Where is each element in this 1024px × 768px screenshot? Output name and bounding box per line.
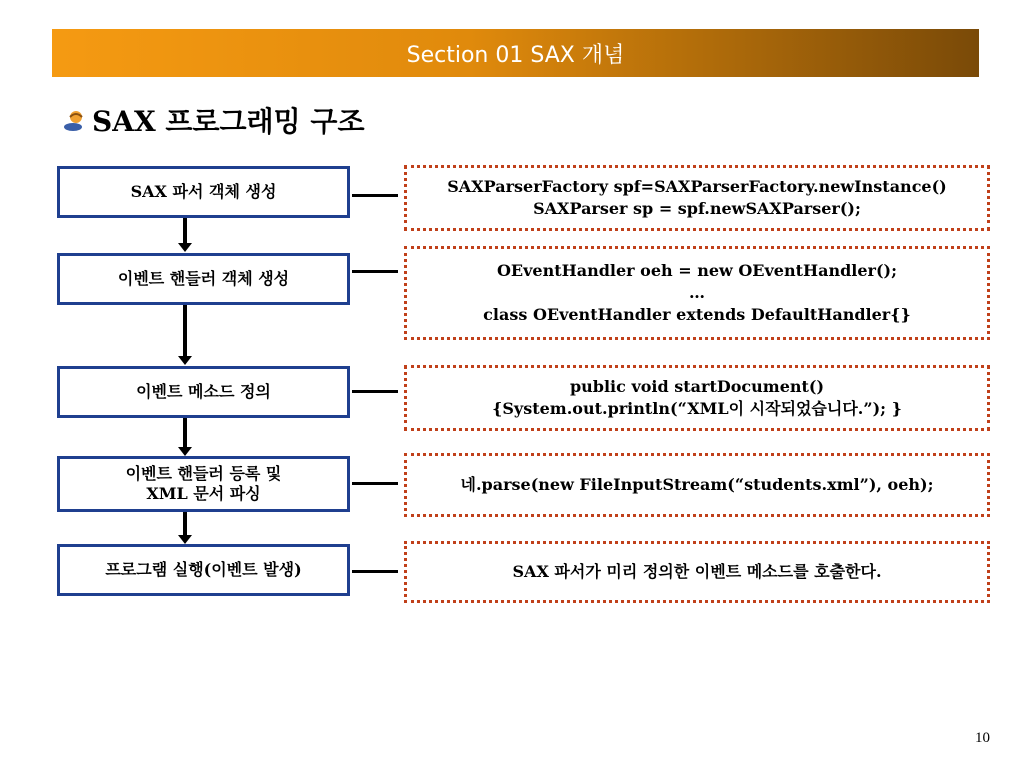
connector-line (352, 570, 398, 573)
connector-line (352, 482, 398, 485)
code-line: {System.out.println(“XML이 시작되었습니다.”); } (492, 399, 902, 418)
code-line: SAXParser sp = spf.newSAXParser(); (533, 199, 861, 218)
step-box-register-and-parse (57, 456, 350, 512)
step-label-line2: XML 문서 파싱 (146, 484, 261, 503)
step-label: 이벤트 핸들러 객체 생성 (117, 269, 290, 288)
step-label: SAX 파서 객체 생성 (130, 182, 277, 201)
code-line: OEventHandler oeh = new OEventHandler(); (496, 261, 898, 280)
flow-arrow (183, 305, 187, 357)
step-label-line1: 이벤트 핸들러 등록 및 (125, 464, 282, 483)
code-box-event-method (404, 365, 990, 431)
connector-line (352, 390, 398, 393)
flow-arrow (183, 512, 187, 536)
page-title-text: SAX 프로그래밍 구조 (92, 105, 365, 138)
code-line: 네.parse(new FileInputStream(“students.xml”), oeh); (460, 475, 934, 494)
connector-line (352, 270, 398, 273)
connector-line (352, 194, 398, 197)
person-bullet-icon (64, 108, 88, 132)
code-box-parse-call (404, 453, 990, 517)
code-line: SAXParserFactory spf=SAXParserFactory.newInstance() (447, 177, 947, 196)
code-box-handler-creation (404, 246, 990, 340)
page-title (64, 100, 365, 140)
code-box-parser-creation (404, 165, 990, 231)
section-title: Section 01 SAX 개념 (406, 42, 625, 68)
code-box-run-description (404, 541, 990, 603)
code-line: class OEventHandler extends DefaultHandler{} (483, 305, 911, 324)
step-label: 이벤트 메소드 정의 (136, 382, 271, 401)
code-line: SAX 파서가 미리 정의한 이벤트 메소드를 호출한다. (512, 562, 882, 581)
step-label: 프로그램 실행(이벤트 발생) (105, 560, 302, 579)
page-number: 10 (975, 730, 990, 746)
section-header-bar (52, 29, 979, 77)
flow-arrow (183, 218, 187, 244)
step-box-create-parser (57, 166, 350, 218)
step-box-run-program (57, 544, 350, 596)
flow-arrow (183, 418, 187, 448)
code-line: public void startDocument() (569, 377, 825, 396)
step-box-create-handler (57, 253, 350, 305)
code-line: … (689, 283, 705, 302)
step-box-define-methods (57, 366, 350, 418)
